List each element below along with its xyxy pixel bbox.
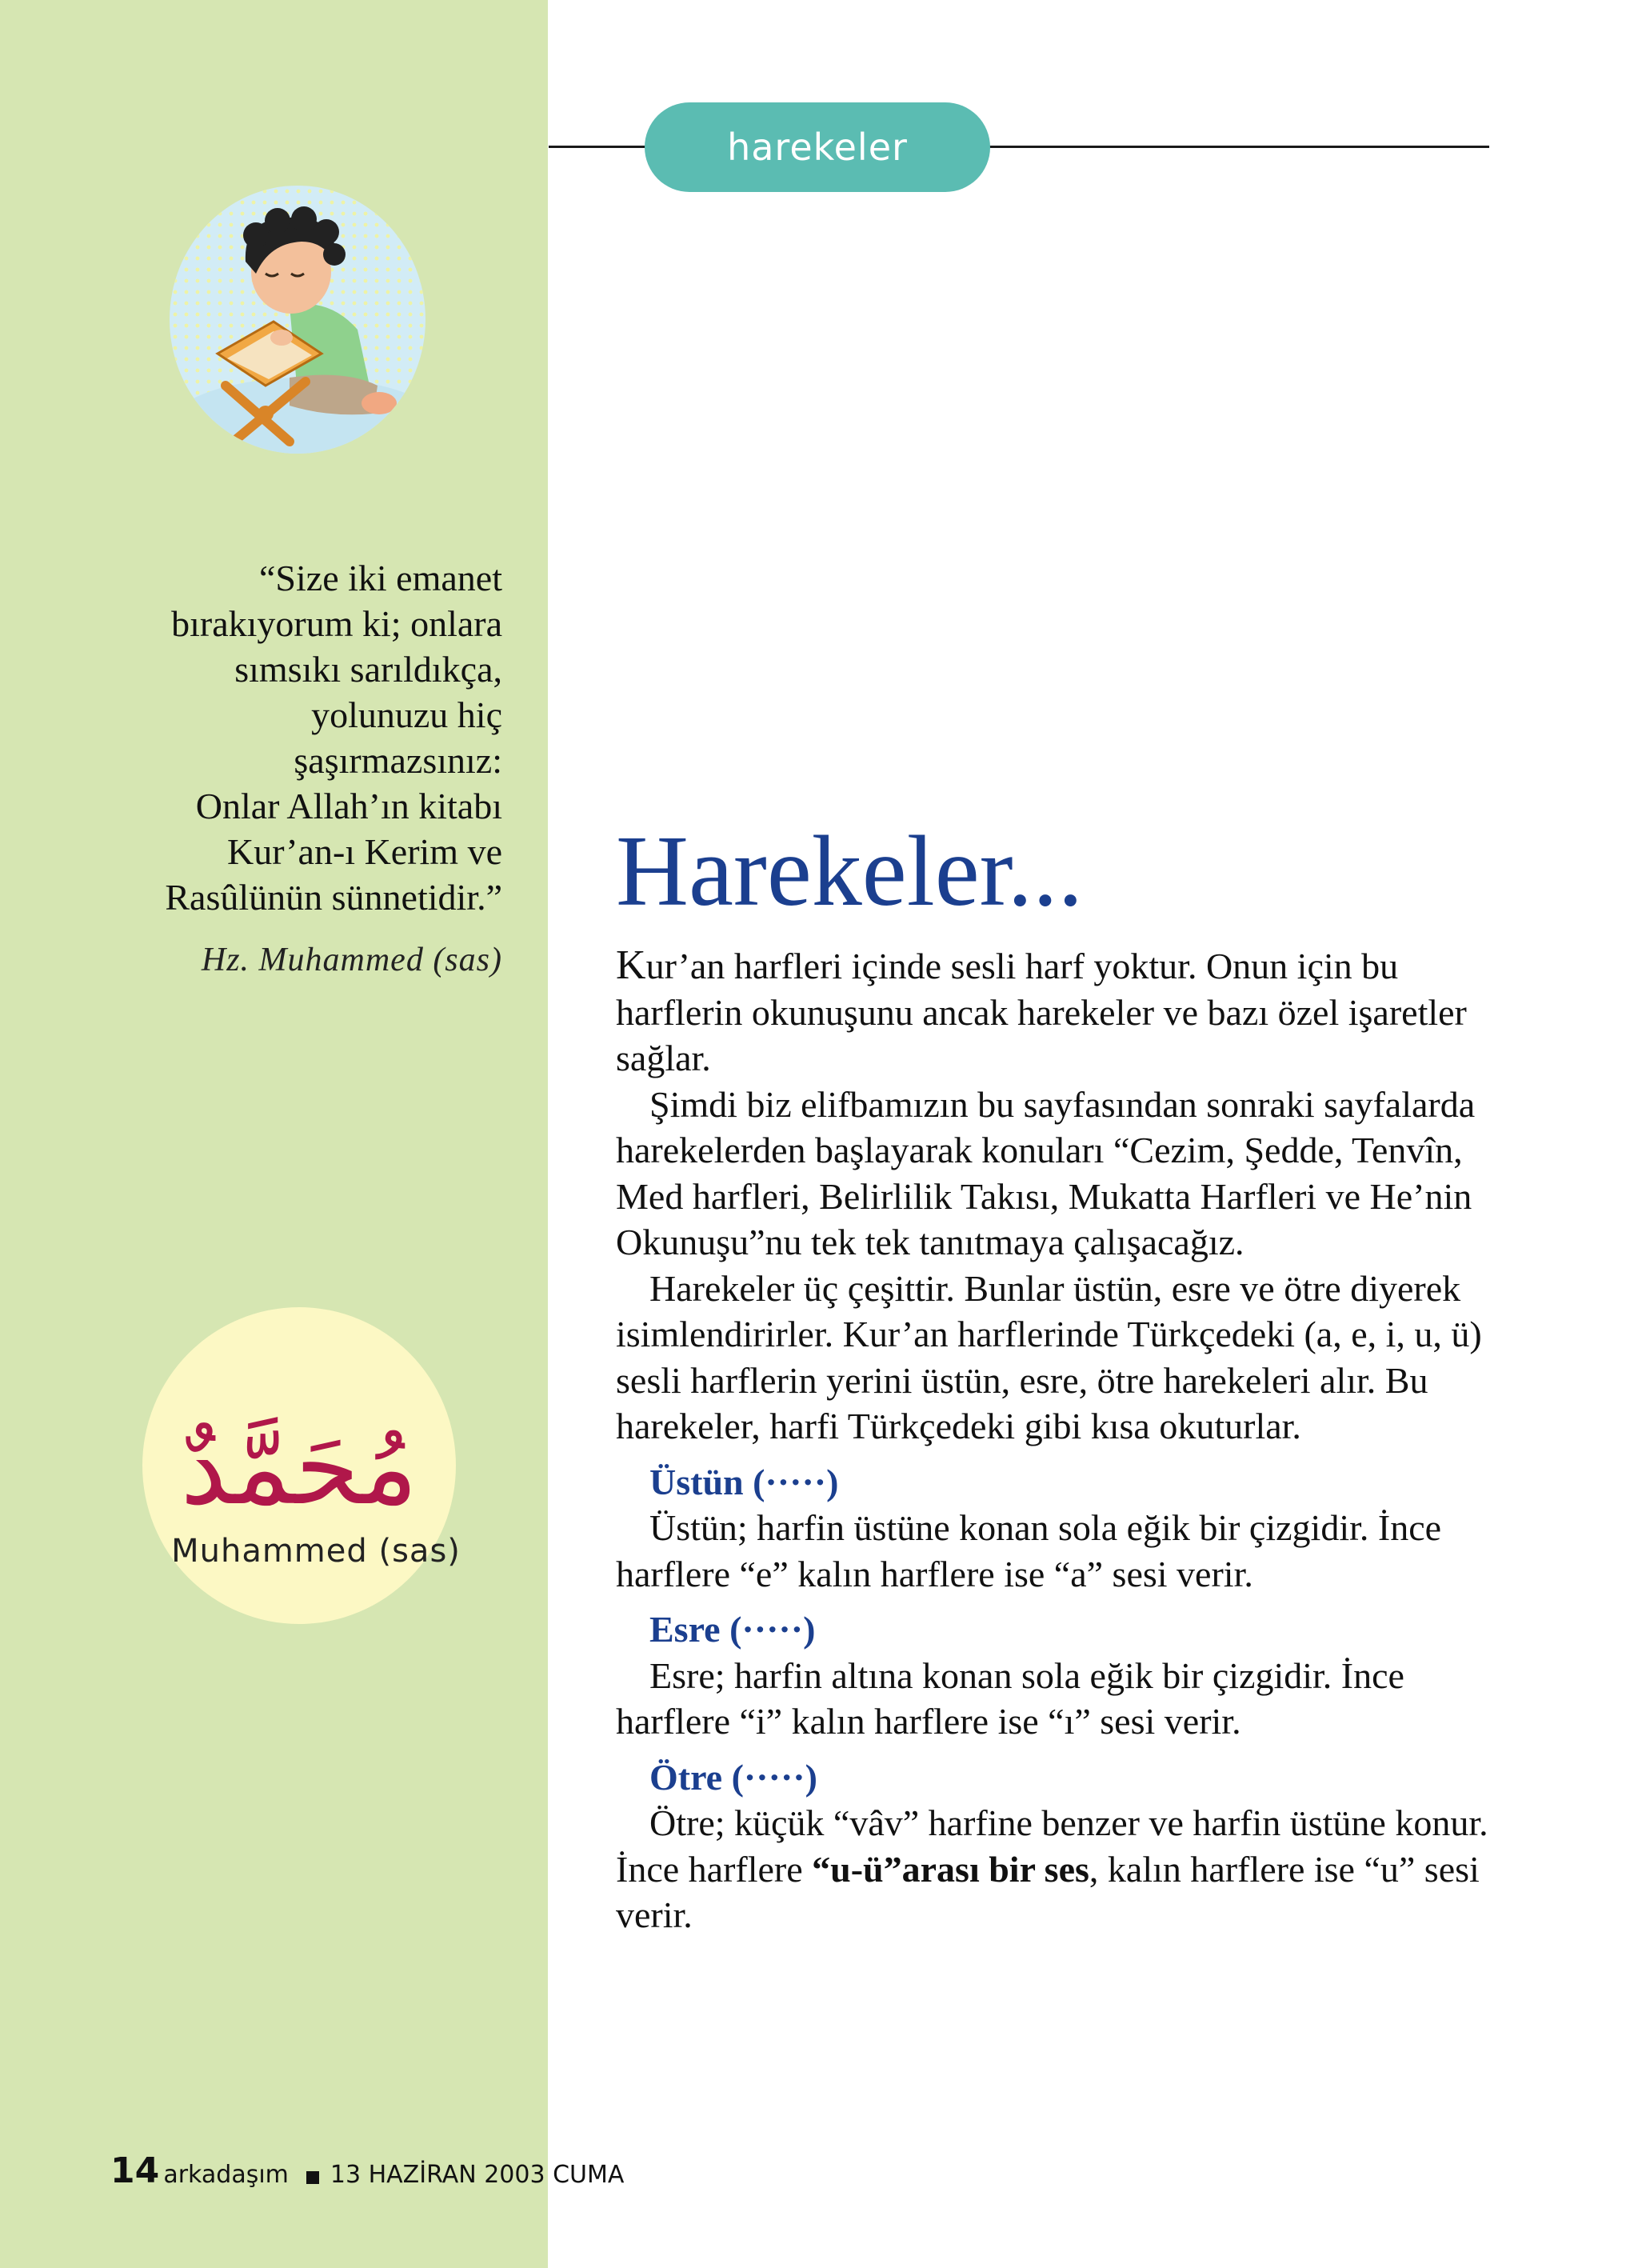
paragraph-intro-text: ur’an harfleri içinde sesli harf yoktur. Onun için bu harflerin okunuşunu ancak harekeler ve bazı özel işaretler sağlar. <box>616 946 1467 1078</box>
article-title: Harekeler... <box>616 816 1084 927</box>
section-heading-otre <box>649 1754 1496 1801</box>
section-text-otre <box>616 1800 1496 1938</box>
header-rule-right <box>976 146 1489 148</box>
boy-reading-quran-illustration <box>170 186 425 454</box>
drop-initial: K <box>616 942 646 988</box>
quote-attribution: Hz. Muhammed (sas) <box>201 942 502 978</box>
heading-text: Ötre <box>649 1756 723 1798</box>
calligraphy-arabic: مُحَمَّدٌ <box>180 1406 418 1528</box>
heading-text: Esre <box>649 1609 721 1650</box>
ustun-mark: (·····) <box>753 1461 839 1502</box>
issue-date: 13 HAZİRAN 2003 CUMA <box>330 2161 625 2189</box>
paragraph-topics: Şimdi biz elifbamızın bu sayfasından sonraki sayfalarda harekelerden başlayarak konuları “Cezim, Şedde, Tenvîn, Med harfleri, Belirlilik Takısı, Mukatta Harfleri ve He’nin Okunuşu”nu tek tek tanıtmaya çalışacağız. <box>616 1083 1476 1262</box>
quote-line: sımsıkı sarıldıkça, <box>234 649 502 690</box>
publication-name: arkadaşım <box>163 2161 289 2189</box>
section-label-pill <box>645 102 990 192</box>
otre-text-after: , kalın harflere ise “u” sesi verir. <box>616 1848 1480 1935</box>
calligraphy-caption: Muhammed (sas) <box>171 1533 461 1570</box>
page-footer <box>110 2150 624 2191</box>
boy-reading-illustration-graphic <box>170 186 425 454</box>
page-number: 14 <box>110 2150 160 2191</box>
section-heading-ustun <box>649 1459 1496 1506</box>
section-text-ustun: Üstün; harfin üstüne konan sola eğik bir çizgidir. İnce harflere “e” kalın harflere ise “a” sesi verir. <box>616 1507 1442 1594</box>
quote-line: bırakıyorum ki; onlara <box>171 603 502 644</box>
calligraphy-graphic <box>142 1307 456 1624</box>
paragraph-types: Harekeler üç çeşittir. Bunlar üstün, esre ve ötre diyerek isimlendirirler. Kur’an harflerinde Türkçedeki (a, e, i, u, ü) sesli harflerin yerini üstün, esre, ötre harekeleri alır. Bu harekeler, harfi Türkçedeki gibi kısa okuturlar. <box>616 1267 1482 1446</box>
quote-line: Onlar Allah’ın kitabı <box>195 786 502 826</box>
quote-line: “Size iki emanet <box>259 558 502 598</box>
square-bullet-icon <box>306 2171 319 2184</box>
header-rule-left <box>549 146 653 148</box>
hadith-quote <box>88 555 502 920</box>
otre-text-bold: “u-ü”arası bir ses <box>812 1848 1089 1890</box>
quote-line: yolunuzu hiç <box>311 694 502 735</box>
esre-mark: (·····) <box>729 1609 816 1650</box>
otre-mark: (·····) <box>731 1756 817 1798</box>
section-text-esre: Esre; harfin altına konan sola eğik bir çizgidir. İnce harflere “i” kalın harflere ise “ı” sesi verir. <box>616 1654 1404 1742</box>
section-label: harekeler <box>727 126 908 169</box>
otre-text-before: Ötre; küçük “vâv” harfine benzer ve harfin üstüne konur. İnce harflere <box>616 1802 1488 1890</box>
article-body <box>616 942 1496 1938</box>
paragraph-intro <box>616 942 1496 1082</box>
heading-text: Üstün <box>649 1461 744 1502</box>
quote-line: şaşırmazsınız: <box>294 740 502 781</box>
section-heading-esre <box>649 1606 1496 1653</box>
quote-line: Rasûlünün sünnetidir.” <box>165 877 502 918</box>
quote-line: Kur’an-ı Kerim ve <box>226 831 502 872</box>
